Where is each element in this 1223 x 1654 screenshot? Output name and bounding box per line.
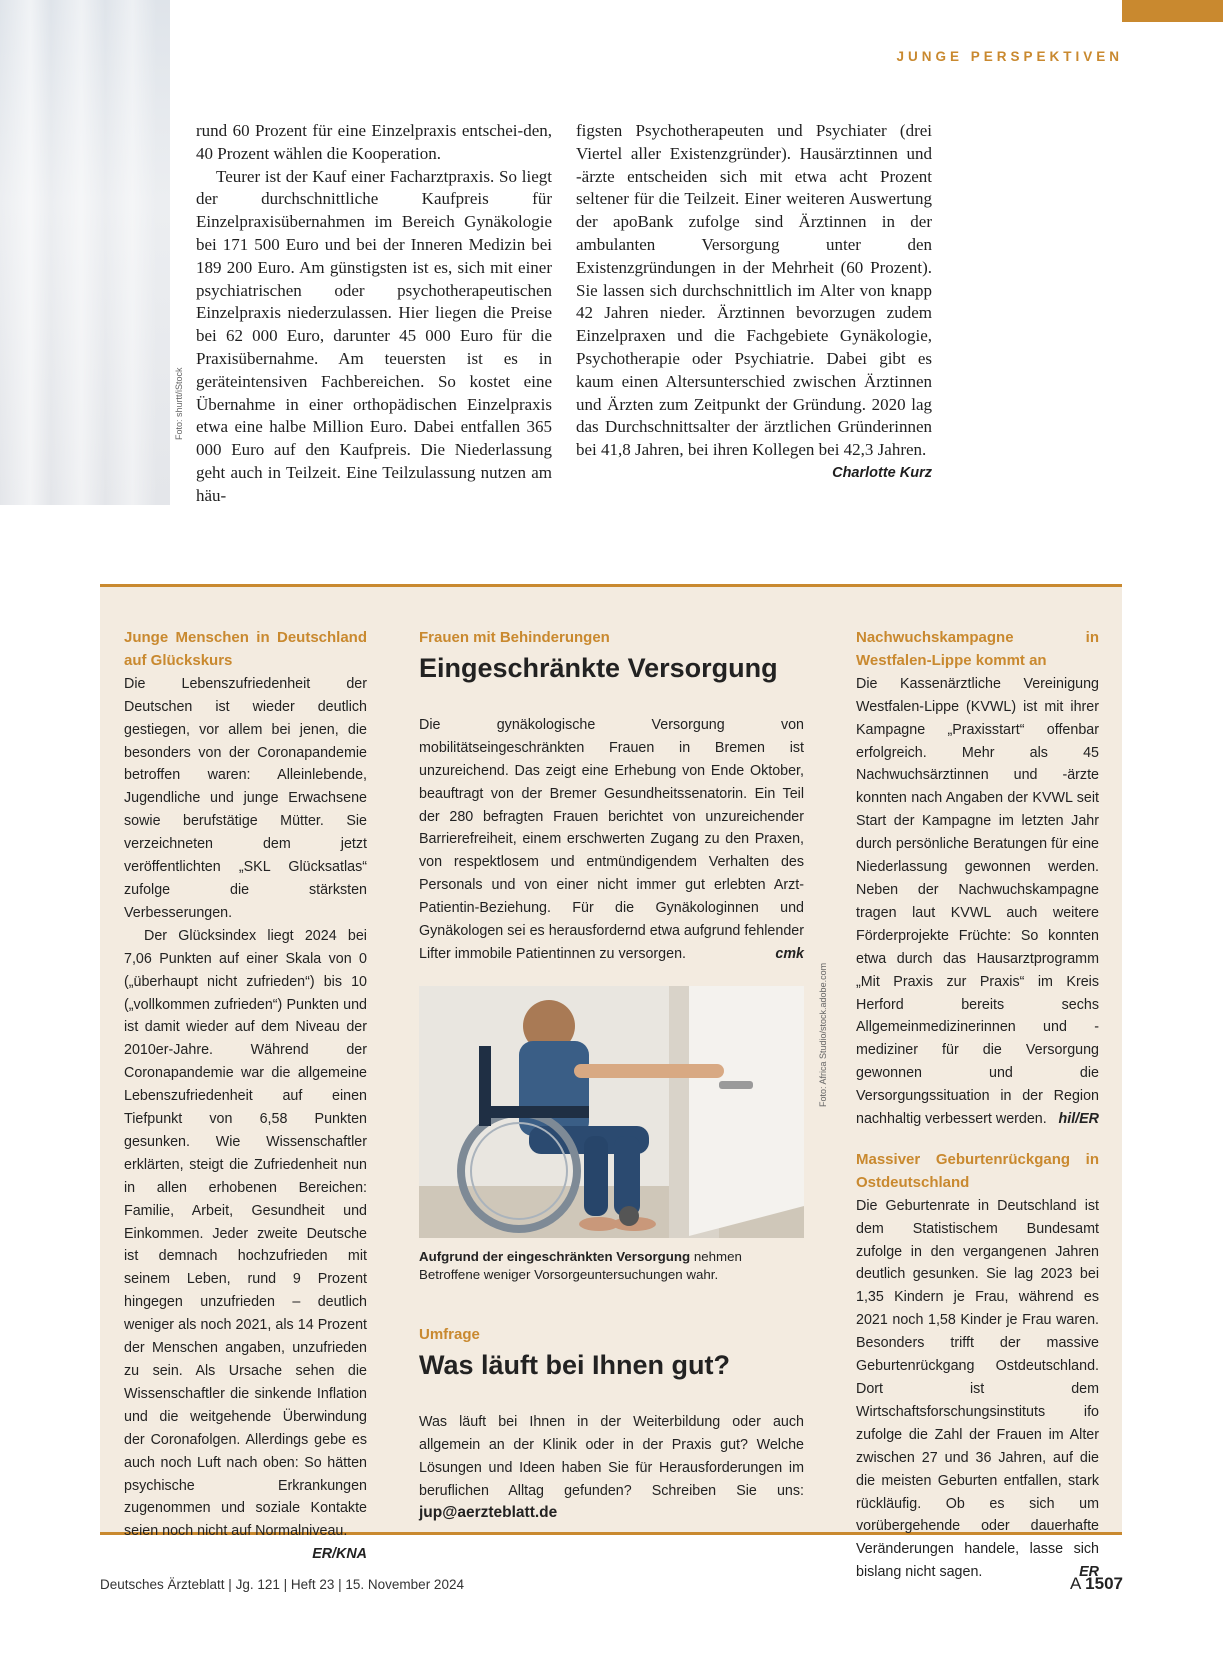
paragraph: Teurer ist der Kauf einer Facharztpraxis. So liegt der durchschnittliche Kaufpreis für Einzelpraxisübernahmen im Bereich Gynäkologie bei 171 500 Euro und bei der Inneren Medizin bei 189 200 Euro. Am günstigsten ist es, sich mit einer psychiatrischen oder psychotherapeutischen Einzelpraxis niederzulassen. Hier liegen die Preise bei 62 000 Euro, darunter 45 000 Euro für die Praxisübernahme. Am teuersten ist es in geräteintensiven Fachbereichen. So kostet eine Übernahme in einer orthopädischen Einzelpraxis etwa eine halbe Million Euro. Dabei entfallen 365 000 Euro auf den Kaufpreis. Die Niederlassung geht auch in Teilzeit. Eine Teilzulassung nutzen am häu- <box>196 166 552 505</box>
photo-credit: Foto: shurtt/iStock <box>174 367 184 440</box>
curtain-photo <box>0 0 170 505</box>
photo-credit: Foto: Africa Studio/stock.adobe.com <box>818 962 828 1107</box>
paragraph <box>576 120 932 481</box>
article-column-2 <box>576 120 932 485</box>
paragraph-text: Die gynäkologische Versorgung von mobilitätseingeschränkten Frauen in Bremen ist unzureichend. Das zeigt eine Erhebung von Ende Oktober, beauftragt von der Bremer Gesundheitssenatorin. Ein Teil der 280 befragten Frauen berichtet von unzureichender Barrierefreiheit, einem erschwerten Zugang zu den Praxen, von respektlosem und entmündigendem Verhalten des Personals und von einer nicht immer gut erlebten Arzt-Patientin-Beziehung. Für die Gynäkologinnen und Gynäkologen sei es herausfordernd etwa aufgrund fehlender Lifter immobile Patientinnen zu versorgen. <box>419 716 804 962</box>
paragraph-text: Was läuft bei Ihnen in der Weiterbildung oder auch allgemein an der Klinik oder in der Praxis gut? Welche Lösungen und Ideen haben Sie für Herausforderungen im beruflichen Alltag gefunden? Schreiben Sie uns: <box>419 1413 804 1499</box>
paragraph <box>856 673 1099 1131</box>
photo-caption <box>419 1248 804 1284</box>
paragraph-text: Der Glücksindex liegt 2024 bei 7,06 Punkten auf einer Skala von 0 („überhaupt nicht zufrieden“) bis 10 („vollkommen zufrieden“) Punkten und ist damit wieder auf dem Niveau der 2010er-Jahre. Während der Coronapandemie war die allgemeine Lebenszufriedenheit auf einen Tiefpunkt von 6,58 Punkten gesunken. Wie Wissenschaftler erklärten, steigt die Zufriedenheit nun in allen erhobenen Bereichen: Familie, Arbeit, Gesundheit und Einkommen. Jeder zweite Deutsche ist demnach hochzufrieden mit seinem Leben, rund 9 Prozent hingegen unzufrieden – deutlich weniger als noch 2021, als 14 Prozent der Menschen angaben, unzufrieden zu sein. Als Ursache sehen die Wissenschaftler die sinkende Inflation und die weitgehende Überwindung der Coronafolgen. Allerdings gebe es auch noch Luft nach oben: So hätten psychische Erkrankungen zugenommen und soziale Kontakte seien noch nicht auf Normalniveau. <box>124 927 367 1540</box>
caption-text: nehmen Betroffene weniger Vorsorgeuntersuchungen wahr. <box>419 1248 742 1282</box>
news-kicker: Junge Menschen in Deutschland auf Glückskurs <box>124 629 367 669</box>
news-column-middle <box>419 627 804 1525</box>
author-signature: ER <box>1079 1564 1099 1581</box>
author-signature: hil/ER <box>1058 1111 1099 1128</box>
paragraph-text: Die Geburtenrate in Deutschland ist dem Statistischem Bundesamt zufolge in den vergangenen Jahren deutlich gesunken. Sie lag 2023 bei 1,35 Kindern je Frau, während es 2021 noch 1,58 Kinder je Frau waren. Besonders trifft der massive Geburtenrückgang Ostdeutschland. Dort ist dem Wirtschaftsforschungsinstituts ifo zufolge die Zahl der Frauen im Alter zwischen 27 und 36 Jahren, auf die die meisten Geburten entfallen, stark rückläufig. Ob es sich um vorübergehende oder dauerhafte Veränderungen handele, lasse sich bislang nicht sagen. <box>856 1197 1099 1581</box>
news-headline: Eingeschränkte Versorgung <box>419 652 778 683</box>
author-name: Charlotte Kurz <box>832 464 932 481</box>
paragraph <box>124 925 367 1563</box>
section-label: JUNGE PERSPEKTIVEN <box>896 49 1123 64</box>
paragraph-text: figsten Psychotherapeuten und Psychiater (drei Viertel aller Existenzgründer). Hausärztinnen und -ärzte entscheiden sich mit etwa acht Prozent seltener für die Teilzeit. Einer weiteren Auswertung der apoBank zufolge sind Ärztinnen in der ambulanten Versorgung unter den Existenzgründungen in der Mehrheit (60 Prozent). Sie lassen sich durchschnittlich im Alter von knapp 42 Jahren nieder. Ärztinnen bevorzugen zudem Einzelpraxen und die Fachgebiete Gynäkologie, Psychotherapie oder Psychiatrie. Dabei gibt es kaum einen Altersunterschied zwischen Ärztinnen und Ärzten zum Zeitpunkt der Gründung. 2020 lag das Durchschnittsalter der ärztlichen Gründerinnen bei 41,8 Jahren, bei ihren Kollegen bei 42,3 Jahren. <box>576 121 932 460</box>
news-kicker: Massiver Geburtenrückgang in Ostdeutschland <box>856 1150 1099 1191</box>
page-number-value: 1507 <box>1085 1574 1123 1593</box>
page-prefix: A <box>1070 1574 1081 1593</box>
paragraph: rund 60 Prozent für eine Einzelpraxis entschei-den, 40 Prozent wählen die Kooperation. <box>196 121 552 163</box>
wheelchair-illustration <box>419 986 804 1238</box>
wheelchair-photo <box>419 986 804 1238</box>
news-kicker: Nachwuchskampagne in Westfalen-Lippe kommt an <box>856 629 1099 669</box>
corner-accent-tab <box>1122 0 1223 22</box>
paragraph-text: Die Kassenärztliche Vereinigung Westfalen-Lippe (KVWL) ist mit ihrer Kampagne „Praxisstart“ offenbar erfolgreich. Mehr als 45 Nachwuchsärztinnen und -ärzte konnten nach Angaben der KVWL seit Start der Kampagne im letzten Jahr durch persönliche Beratungen für eine Niederlassung gewonnen werden. Neben der Nachwuchskampagne tragen laut KVWL auch weitere Förderprojekte Früchte: So konnten etwa durch das Hausarztprogramm „Mit Praxis zur Praxis“ im Kreis Herford bereits sechs Allgemeinmedizinerinnen und -mediziner für die Versorgung gewonnen und die Versorgungssituation in der Region nachhaltig verbessert werden. <box>856 675 1099 1128</box>
news-headline: Was läuft bei Ihnen gut? <box>419 1349 730 1380</box>
contact-email[interactable]: jup@aerzteblatt.de <box>419 1504 558 1522</box>
author-signature: ER/KNA <box>312 1546 367 1563</box>
news-column-left <box>124 627 367 1566</box>
news-box <box>100 584 1122 1581</box>
caption-lead: Aufgrund der eingeschränkten Versorgung <box>419 1248 691 1264</box>
news-kicker: Umfrage <box>419 1325 480 1343</box>
paragraph: Die Lebenszufriedenheit der Deutschen ist wieder deutlich gestiegen, vor allem bei jenen, die besonders von der Coronapandemie betroffen waren: Alleinlebende, Jugendliche und junge Erwachsene sowie berufstätige Mütter. Sie verzeichneten dem jetzt veröffentlichten „SKL Glücksatlas“ zufolge die stärksten Verbesserungen. <box>124 675 367 921</box>
paragraph <box>856 1195 1099 1584</box>
article-column-1 <box>196 120 552 508</box>
footer-citation: Deutsches Ärzteblatt | Jg. 121 | Heft 23 | 15. November 2024 <box>100 1577 464 1592</box>
news-column-right <box>856 627 1099 1584</box>
paragraph <box>419 1411 804 1526</box>
page-number <box>1070 1574 1123 1594</box>
paragraph <box>419 714 804 966</box>
author-signature: cmk <box>775 945 804 962</box>
news-kicker: Frauen mit Behinderungen <box>419 629 610 646</box>
